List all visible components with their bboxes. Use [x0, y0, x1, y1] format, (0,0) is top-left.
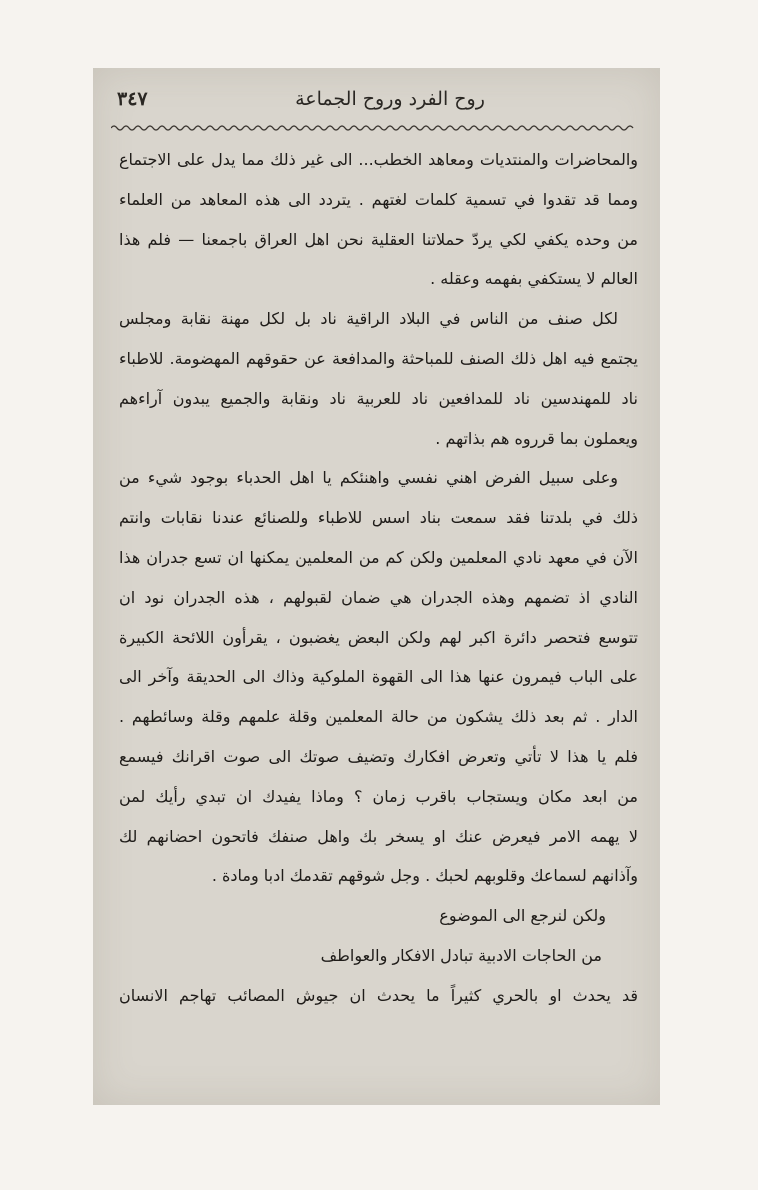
text-line: فلم يا هذا لا تأتي وتعرض افكارك وتضيف صوتك الى صوت اقرانك فيسمع [119, 746, 638, 766]
text-line: تتوسع فتحصر دائرة اكبر لهم ولكن البعض يغضبون ، يقرأون اللائحة الكبيرة [119, 627, 638, 647]
running-title: روح الفرد وروح الجماعة [295, 88, 485, 110]
text-line: لكل صنف من الناس في البلاد الراقية ناد بل لكل مهنة نقابة ومجلس [119, 309, 618, 329]
page-header [93, 88, 660, 122]
text-line: يجتمع فيه اهل ذلك الصنف للمباحثة والمدافعة عن حقوقهم المهضومة. للاطباء [119, 348, 638, 368]
text-line: من وحده يكفي لكي يردّ حملاتنا العقلية نحن اهل العراق باجمعنا — فلم هذا [119, 229, 638, 249]
page-number: ٣٤٧ [117, 88, 148, 110]
text-line: لا يهمه الامر فيعرض عنك او يسخر بك واهل صنفك فاتحون احضانهم لك [119, 826, 638, 846]
body-text [119, 140, 638, 1016]
book-page [93, 68, 660, 1105]
text-line: الدار . ثم بعد ذلك يشكون من حالة المعلمين وقلة علمهم وقلة وسائطهم . [119, 707, 638, 727]
text-line: والمحاضرات والمنتديات ومعاهد الخطب... الى غير ذلك مما يدل على الاجتماع [119, 150, 638, 169]
text-line: على الباب فيمرون عنها هذا الى القهوة الملوكية وذاك الى الحديقة وآخر الى [119, 667, 638, 687]
section-heading: من الحاجات الادبية تبادل الافكار والعواطف [320, 945, 602, 965]
text-line: ومما قد تقدوا في تسمية كلمات لغتهم . يتردد الى هذه المعاهد من العلماء [119, 189, 638, 209]
text-line: وآذانهم لسماعك وقلوبهم لحبك . وجل شوقهم تقدمك ادبا ومادة . [211, 866, 638, 886]
text-line: ناد للمهندسين ناد للمدافعين ناد للعربية ناد ونقابة والجميع يبدون آراءهم [119, 388, 638, 408]
text-line: ويعملون بما قرروه هم بذاتهم . [435, 428, 638, 448]
text-line: العالم لا يستكفي بفهمه وعقله . [430, 269, 638, 289]
text-line: النادي اذ تضمهم وهذه الجدران هي ضمان لقبولهم ، هذه الجدران نود ان [119, 587, 638, 607]
text-line: من ابعد مكان ويستجاب باقرب زمان ؟ وماذا يفيدك ان تبدي رأيك لمن [119, 786, 638, 806]
text-line: قد يحدث او بالحري كثيراً ما يحدث ان جيوش المصائب تهاجم الانسان [119, 985, 638, 1005]
text-line: ذلك في بلدتنا فقد سمعت بناد اسس للاطباء وللصنائع عندنا نقابات وانتم [119, 508, 638, 528]
section-heading: ولكن لنرجع الى الموضوع [439, 906, 606, 926]
text-line: الآن في معهد نادي المعلمين ولكن كم من المعلمين يمكنها ان تسع جدران هذا [119, 547, 638, 567]
ornamental-rule [111, 124, 648, 132]
text-line: وعلى سبيل الفرض اهني نفسي واهنئكم يا اهل الحدباء بوجود شيء من [119, 468, 618, 488]
